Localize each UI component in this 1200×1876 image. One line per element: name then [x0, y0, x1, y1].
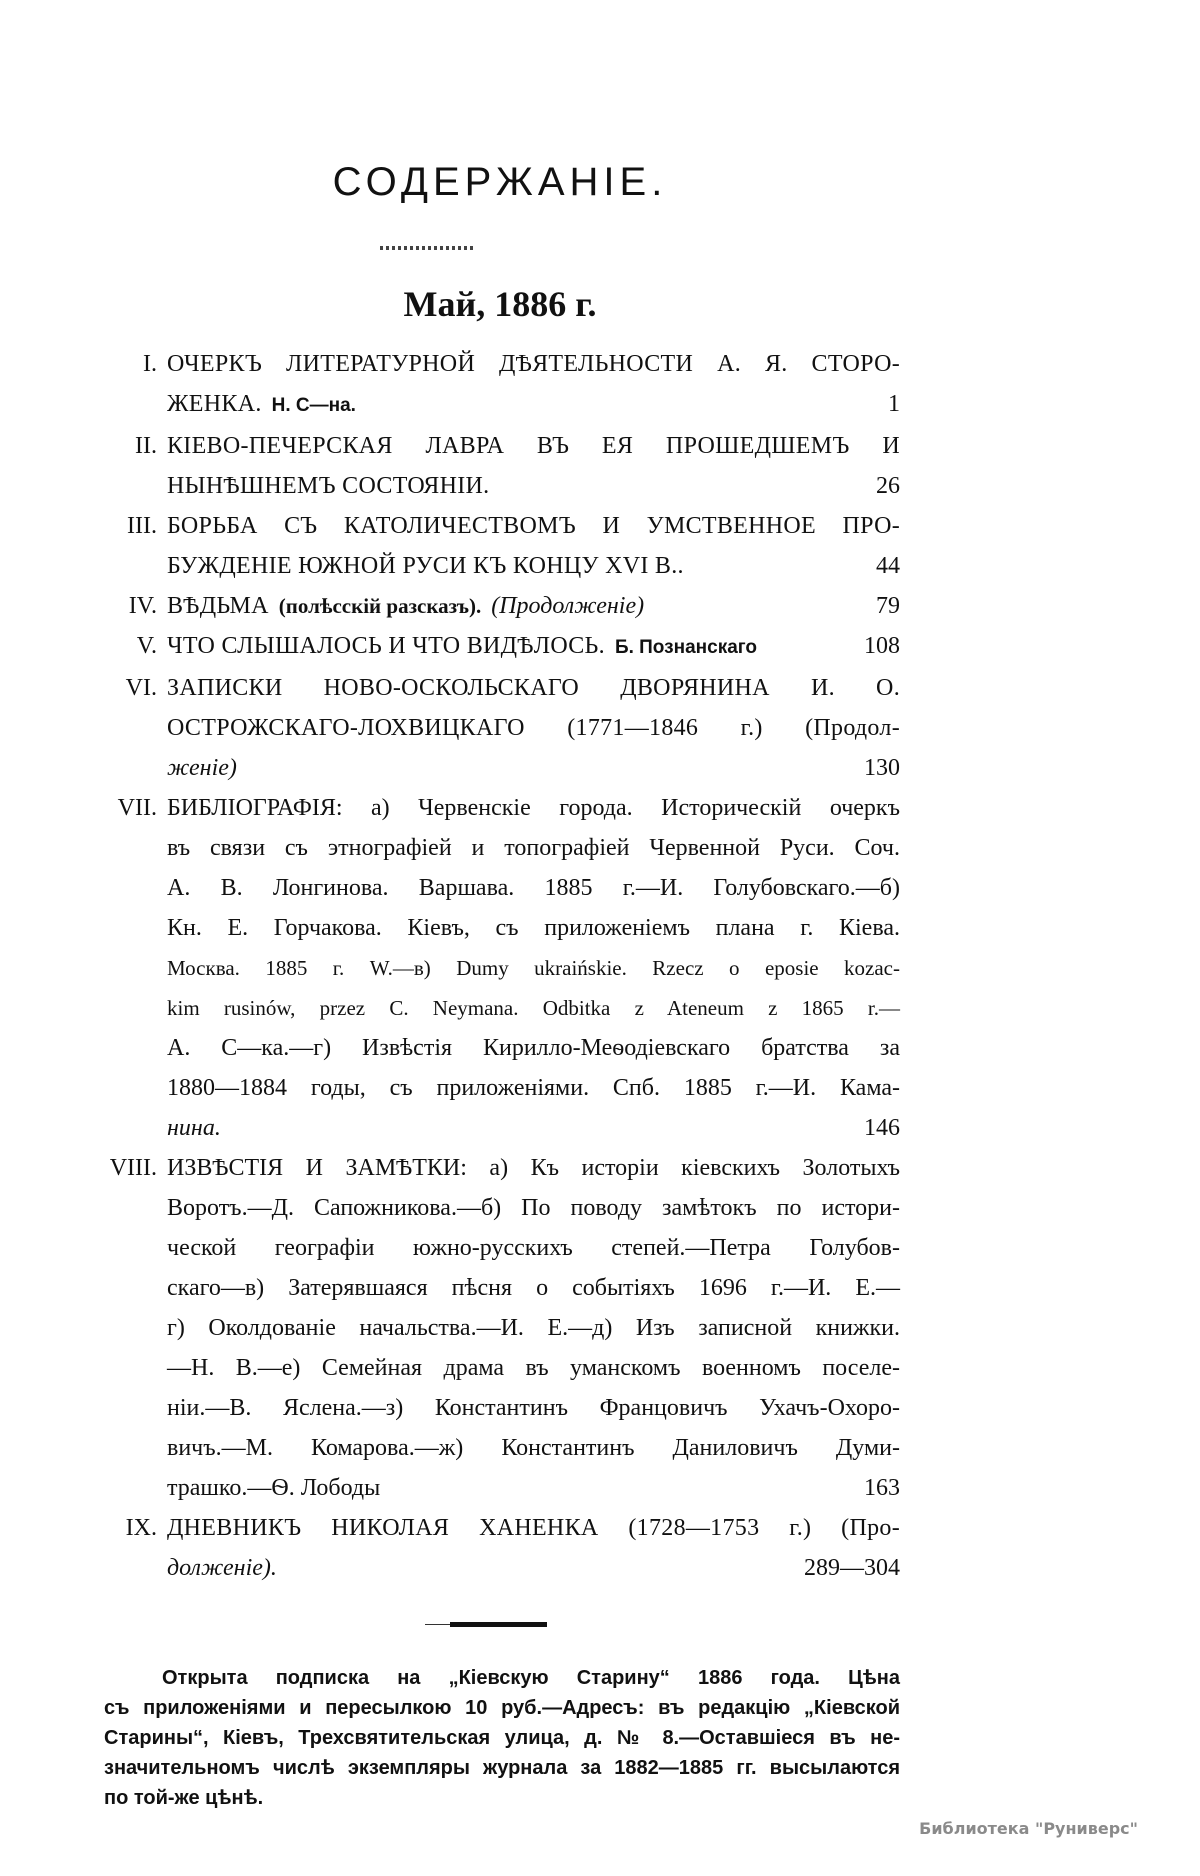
leader-dots [495, 466, 860, 506]
entry-title-line: ЖЕНКА. [167, 391, 262, 417]
entry-text-line: въ связи съ этнографіей и топографіей Червенной Руси. Соч. [167, 835, 900, 861]
toc-entry [95, 344, 900, 426]
notice-line: значительномъ числѣ экземпляры журнала за 1882—1885 гг. высылаются [104, 1757, 900, 1779]
entry-text-line: Москва. 1885 г. W.—в) Dumy ukraińskie. Rzecz o eposie kozac- [167, 956, 900, 980]
entry-text-line: трашко.—Ѳ. Лободы [167, 1475, 381, 1501]
leader-dots [763, 626, 858, 666]
notice-line: съ приложеніями и пересылкою 10 руб.—Адресъ: въ редакцію „Кіевской [104, 1697, 900, 1719]
divider-thin-segment [425, 1624, 450, 1625]
toc-entry [95, 1508, 900, 1588]
library-watermark: Библиотека "Руниверс" [919, 1819, 1138, 1838]
entry-number: III. [127, 513, 157, 539]
entry-page: 1 [888, 391, 900, 417]
entry-title-line: долженіе). [167, 1555, 277, 1581]
entry-page: 44 [876, 553, 900, 579]
entry-number: I. [143, 351, 157, 377]
notice-line: по той-же цѣнѣ. [104, 1787, 264, 1809]
entry-title-line: НЫНѢШНЕМЪ СОСТОЯНІИ. [167, 473, 490, 499]
entry-page: 26 [876, 473, 900, 499]
entry-subtitle: (полѣсскій разсказъ). [278, 594, 482, 618]
entry-text-line: скаго—в) Затерявшаяся пѣсня о событіяхъ 1696 г.—И. Е.— [167, 1275, 900, 1301]
page-title: СОДЕРЖАНІЕ. [332, 160, 668, 204]
toc-entry [95, 788, 900, 1148]
entry-note: (Продолженіе) [491, 593, 645, 619]
toc-entry [95, 668, 900, 788]
entry-number: VIII. [109, 1155, 157, 1181]
leader-dots [690, 546, 860, 586]
entry-text-line: kim rusinów, przez C. Neymana. Odbitka z Ateneum z 1865 r.— [167, 996, 900, 1020]
toc-entry [95, 506, 900, 586]
divider-thick-segment [450, 1622, 547, 1627]
leader-dots [650, 586, 860, 626]
entry-page: 79 [876, 593, 900, 619]
leader-dots [362, 384, 860, 424]
entry-number: IX. [125, 1515, 157, 1541]
entry-page: 146 [864, 1115, 900, 1141]
entry-title-line: ОСТРОЖСКАГО-ЛОХВИЦКАГО (1771—1846 г.) (Продол- [167, 715, 900, 741]
entry-number: VI. [125, 675, 157, 701]
entry-title-line: ЗАПИСКИ НОВО-ОСКОЛЬСКАГО ДВОРЯНИНА И. О. [167, 675, 900, 701]
toc-entry [95, 626, 900, 668]
leader-dots [227, 1108, 858, 1148]
entry-number: IV. [128, 593, 157, 619]
entry-text-line: ИЗВѢСТІЯ И ЗАМѢТКИ: а) Къ исторіи кіевскихъ Золотыхъ [167, 1155, 900, 1181]
entry-text-line: Кн. Е. Горчакова. Кіевъ, съ приложеніемъ плана г. Кіева. [167, 915, 900, 941]
table-of-contents [95, 344, 900, 1588]
entry-text-line: А. С—ка.—г) Извѣстія Кирилло-Меѳодіевскаго братства за [167, 1035, 900, 1061]
entry-number: VII. [117, 795, 157, 821]
entry-text-line: г) Околдованіе начальства.—И. Е.—д) Изъ записной книжки. [167, 1315, 900, 1341]
entry-text-line: ческой географіи южно-русскихъ степей.—Петра Голубов- [167, 1235, 900, 1261]
entry-page: 108 [864, 633, 900, 659]
entry-page: 130 [864, 755, 900, 781]
entry-title-line: женіе) [167, 755, 237, 781]
entry-text-line: ніи.—В. Ясленa.—з) Константинъ Францовичъ Ухачъ-Охоро- [167, 1395, 900, 1421]
entry-text-line: 1880—1884 годы, съ приложеніями. Спб. 1885 г.—И. Кама- [167, 1075, 900, 1101]
entry-number: V. [136, 633, 157, 659]
entry-title-line: ДНЕВНИКЪ НИКОЛАЯ ХАНЕНКА (1728—1753 г.) (Про- [167, 1515, 900, 1541]
entry-page: 163 [864, 1475, 900, 1501]
entry-author: Б. Познанскаго [614, 637, 758, 658]
entry-title: ЧТО СЛЫШАЛОСЬ И ЧТО ВИДѢЛОСЬ. [167, 633, 605, 659]
entry-text-line: БИБЛІОГРАФІЯ: а) Червенскіе города. Историческій очеркъ [167, 795, 900, 821]
entry-number: II. [135, 433, 157, 459]
leader-dots [386, 1468, 858, 1508]
issue-date: Май, 1886 г. [403, 284, 597, 324]
toc-entry [95, 586, 900, 626]
title-flourish-divider [380, 246, 475, 250]
notice-line: Старины“, Кіевъ, Трехсвятительская улица, д. № 8.—Оставшіеся въ не- [104, 1727, 900, 1749]
subscription-notice [104, 1663, 900, 1813]
entry-title: ВѢДЬМА [167, 593, 269, 619]
entry-text-line: Воротъ.—Д. Сапожникова.—б) По поводу замѣтокъ по истори- [167, 1195, 900, 1221]
entry-text-line: вичъ.—М. Комарова.—ж) Константинъ Даниловичъ Думи- [167, 1435, 900, 1461]
toc-entry [95, 1148, 900, 1508]
notice-line: Открыта подписка на „Кіевскую Старину“ 1886 года. Цѣна [162, 1667, 900, 1689]
entry-title-line: ОЧЕРКЪ ЛИТЕРАТУРНОЙ ДѢЯТЕЛЬНОСТИ А. Я. СТОРО- [167, 351, 900, 377]
entry-author: Н. С—на. [271, 395, 356, 416]
entry-text-line: —Н. В.—е) Семейная драма въ уманскомъ военномъ поселе- [167, 1355, 900, 1381]
entry-text-line: нина. [167, 1115, 221, 1141]
section-divider [425, 1622, 547, 1627]
leader-dots [283, 1548, 798, 1588]
toc-entry [95, 426, 900, 506]
entry-title-line: БОРЬБА СЪ КАТОЛИЧЕСТВОМЪ И УМСТВЕННОЕ ПРО- [167, 513, 900, 539]
entry-title-line: БУЖДЕНІЕ ЮЖНОЙ РУСИ КЪ КОНЦУ XVI В.. [167, 553, 684, 579]
entry-title-line: КІЕВО-ПЕЧЕРСКАЯ ЛАВРА ВЪ ЕЯ ПРОШЕДШЕМЪ И [167, 433, 900, 459]
leader-dots [243, 748, 858, 788]
entry-text-line: А. В. Лонгинова. Варшава. 1885 г.—И. Голубовскаго.—б) [167, 875, 900, 901]
entry-page: 289—304 [804, 1555, 900, 1581]
